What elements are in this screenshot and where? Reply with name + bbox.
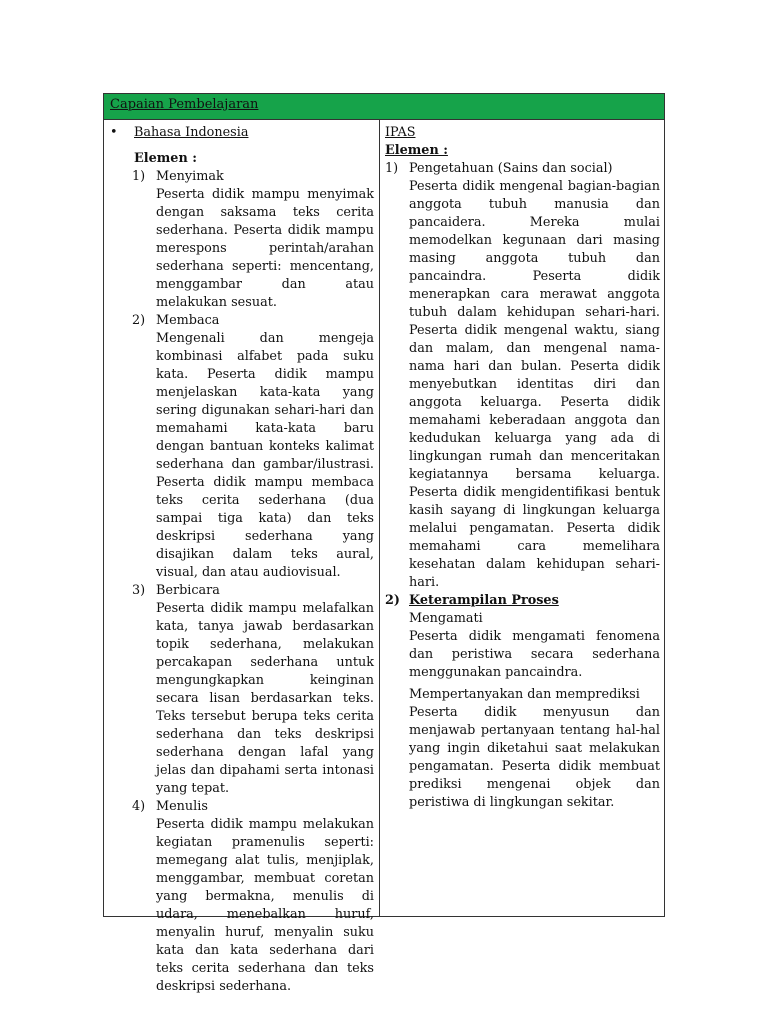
subject-ipas: IPAS: [385, 125, 416, 140]
item-number: 3): [132, 583, 146, 598]
item-menulis: [108, 798, 374, 816]
right-column: [385, 124, 660, 812]
item-title: Membaca: [156, 313, 220, 328]
left-column: [108, 124, 374, 996]
item-title: Menulis: [156, 799, 208, 814]
capaian-table: [103, 93, 665, 994]
table-header: [104, 94, 664, 120]
item-text: Peserta didik mengenal bagian-bagian anggota tubuh manusia dan pancaidera. Mereka mulai memodelkan kegunaan dari masing masing anggota tubuh dan pancaindra. Peserta didik menerapkan cara merawat anggota tubuh dalam kehidupan sehari-hari. Peserta didik mengenal waktu, siang dan malam, dan mengenal nama-nama hari dan bulan. Peserta didik menyebutkan identitas diri dan anggota keluarga. Peserta didik memahami keberadaan anggota dan kedudukan keluarga yang ada di lingkungan rumah dan menceritakan kegiatannya bersama keluarga. Peserta didik mengidentifikasi bentuk kasih sayang di lingkungan keluarga melalui pengamatan. Peserta didik memahami cara memelihara kesehatan dalam kehidupan sehari-hari.: [409, 179, 660, 590]
item-number: 2): [132, 313, 146, 328]
bullet-icon: •: [110, 125, 118, 140]
subject-line-bahasa: [108, 124, 374, 142]
item-number: 2): [385, 593, 400, 608]
subitem-text-mengamati: Peserta didik mengamati fenomena dan peristiwa secara sederhana menggunakan pancaindra.: [409, 629, 660, 680]
item-menyimak: [108, 168, 374, 186]
item-keterampilan-proses: [385, 592, 660, 610]
subitem-title-mempertanyakan: Mempertanyakan dan memprediksi: [409, 687, 640, 702]
subitem-text-mempertanyakan: Peserta didik menyusun dan menjawab pertanyaan tentang hal-hal yang ingin diketahui saat melakukan pengamatan. Peserta didik membuat prediksi mengenai objek dan peristiwa di lingkungan sekitar.: [409, 705, 660, 810]
subject-bahasa-indonesia: Bahasa Indonesia: [134, 125, 249, 140]
item-title: Pengetahuan (Sains dan social): [409, 161, 613, 176]
item-title: Menyimak: [156, 169, 224, 184]
item-text: Mengenali dan mengeja kombinasi alfabet pada suku kata. Peserta didik mampu menjelaskan kata-kata yang sering digunakan sehari-hari dan memahami kata-kata baru dengan bantuan konteks kalimat sederhana dan gambar/ilustrasi. Peserta didik mampu membaca teks cerita sederhana (dua sampai tiga kata) dan teks deskripsi sederhana yang disajikan dalam teks aural, visual, dan atau audiovisual.: [156, 331, 374, 580]
elemen-label-left: Elemen :: [134, 151, 197, 166]
item-number: 1): [132, 169, 146, 184]
elemen-label-right: Elemen :: [385, 143, 448, 158]
item-title: Berbicara: [156, 583, 220, 598]
item-text: Peserta didik mampu menyimak dengan saksama teks cerita sederhana. Peserta didik mampu merespons perintah/arahan sederhana seperti: mencentang, menggambar dan atau melakukan sesuat.: [156, 187, 374, 310]
item-berbicara: [108, 582, 374, 600]
column-divider: [379, 120, 380, 917]
item-pengetahuan: [385, 160, 660, 178]
item-text: Peserta didik mampu melakukan kegiatan pramenulis seperti: memegang alat tulis, menjiplak, menggambar, membuat coretan yang bermakna, menulis di udara, menebalkan huruf, menyalin huruf, menyalin suku kata dan kata sederhana dari teks cerita sederhana dan teks deskripsi sederhana.: [156, 817, 374, 994]
item-title: Keterampilan Proses: [409, 593, 559, 608]
item-number: 4): [132, 799, 146, 814]
item-membaca: [108, 312, 374, 330]
subitem-title-mengamati: Mengamati: [409, 611, 483, 626]
item-number: 1): [385, 161, 399, 176]
table-title: Capaian Pembelajaran: [110, 97, 259, 112]
item-text: Peserta didik mampu melafalkan kata, tanya jawab berdasarkan topik sederhana, melakukan percakapan sederhana untuk mengungkapkan keinginan secara lisan berdasarkan teks. Teks tersebut berupa teks cerita sederhana dan teks deskripsi sederhana dengan lafal yang jelas dan dipahami serta intonasi yang tepat.: [156, 601, 374, 796]
